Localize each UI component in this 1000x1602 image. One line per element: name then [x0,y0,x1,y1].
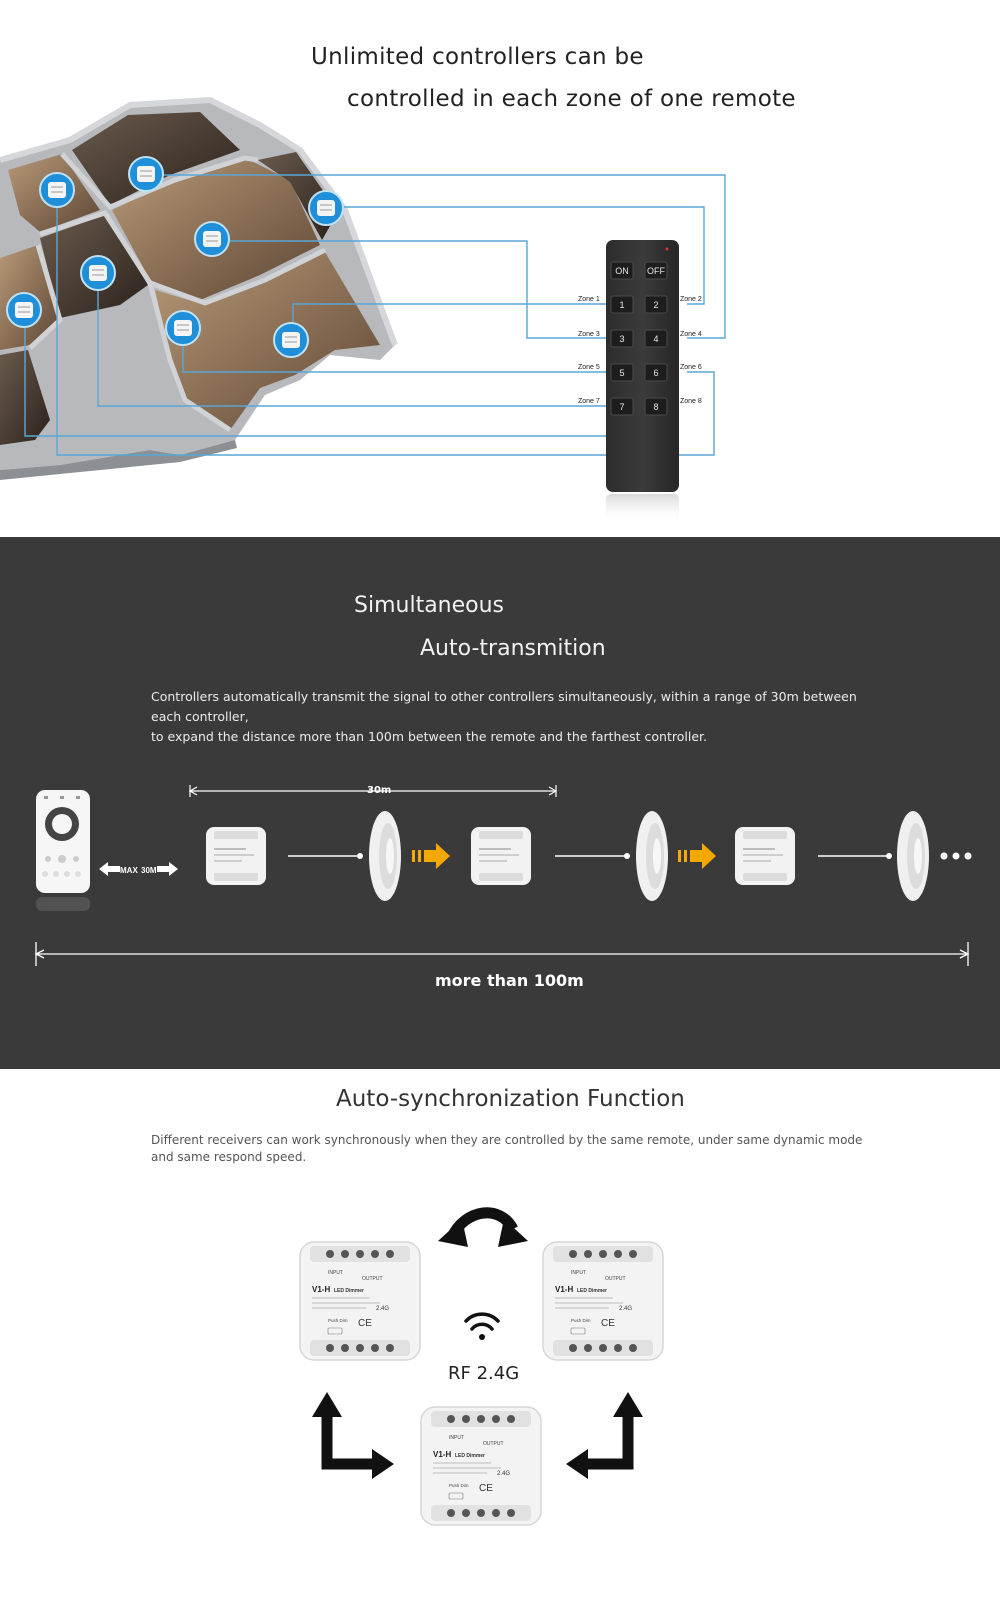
device-push: Push Dim [449,1483,469,1488]
transmission-description-line2: to expand the distance more than 100m between the remote and the farthest controller. [151,729,707,744]
dimmer-device [300,1242,420,1360]
device-model: V1-H [555,1285,574,1294]
house-zone-diagram [0,0,1000,537]
handheld-remote [36,790,90,911]
controller-badge [274,323,308,357]
remote-key-label: 2 [653,300,659,310]
sync-arrow-right [566,1392,643,1479]
max-range-arrow [99,862,178,876]
wifi-icon [466,1314,498,1340]
device-name: LED Dimmer [334,1288,365,1294]
dimmer-device [421,1407,541,1525]
transmission-heading-line1: Simultaneous [354,593,505,618]
device-output: OUTPUT [362,1276,383,1282]
device-push: Push Dim [328,1318,348,1323]
device-input: INPUT [449,1435,464,1441]
led-strip-reel [636,811,668,901]
relay-controller [471,827,531,885]
remote-key-label: 8 [653,402,659,412]
zone-label: Zone 1 [578,296,600,303]
svg-text:CE: CE [601,1318,615,1329]
led-strip-reel [369,811,401,901]
sync-arrow-top [438,1213,528,1247]
sync-description-line1: Different receivers can work synchronously when they are controlled by the same remote, under same dynamic mode [151,1133,863,1147]
relay-arrow [678,843,716,869]
controller-badge [195,222,229,256]
zone-label: Zone 7 [578,398,600,405]
zone-label: Zone 3 [578,331,600,338]
zone-remote [578,240,702,524]
house-cutaway [0,100,395,480]
device-freq: 2.4G [497,1471,511,1477]
transmission-description-line1: Controllers automatically transmit the signal to other controllers simultaneously, within a range of 30m between each controller, [151,689,857,724]
device-output: OUTPUT [483,1441,504,1447]
range-dimension [190,785,556,797]
relay-controller [206,827,266,885]
controller-badge [7,293,41,327]
controller-badge [81,256,115,290]
ellipsis-icon [941,853,972,860]
distance-label: more than 100m [435,971,584,990]
device-model: V1-H [312,1285,331,1294]
device-push: Push Dim [571,1318,591,1323]
relay-chain-diagram [0,537,1000,1069]
auto-transmission-section [0,537,1000,1069]
auto-sync-section [0,1069,1000,1602]
remote-off-label: OFF [647,266,665,276]
rf-label: RF 2.4G [448,1363,520,1384]
remote-key-label: 4 [653,334,659,344]
sync-arrow-left [312,1392,394,1479]
controller-badge [129,157,163,191]
remote-key-label: 5 [619,368,625,378]
max-value: 30M [141,866,157,875]
svg-text:CE: CE [479,1483,493,1494]
distance-dimension [36,942,968,966]
controller-badge [40,173,74,207]
zone-heading-line2: controlled in each zone of one remote [347,86,796,112]
svg-text:CE: CE [358,1318,372,1329]
controller-badge [309,191,343,225]
sync-description-line2: and same respond speed. [151,1150,307,1164]
remote-key-label: 6 [653,368,659,378]
device-name: LED Dimmer [455,1453,486,1459]
zone-label: Zone 4 [680,331,702,338]
led-strip-reel [897,811,929,901]
remote-key-label: 3 [619,334,625,344]
zone-heading-line1: Unlimited controllers can be [311,44,644,70]
relay-controller [735,827,795,885]
remote-on-label: ON [615,266,629,276]
sync-diagram [0,1069,1000,1602]
zone-label: Zone 6 [680,364,702,371]
zone-label: Zone 2 [680,296,702,303]
device-freq: 2.4G [376,1306,390,1312]
range-label: 30m [367,785,392,796]
remote-key-label: 7 [619,402,625,412]
remote-key-label: 1 [619,300,625,310]
zone-label: Zone 5 [578,364,600,371]
max-label: MAX [120,866,138,875]
device-input: INPUT [328,1270,343,1276]
device-model: V1-H [433,1450,452,1459]
device-input: INPUT [571,1270,586,1276]
sync-heading: Auto-synchronization Function [336,1086,685,1112]
transmission-heading-line2: Auto-transmition [420,636,606,661]
zone-label: Zone 8 [680,398,702,405]
device-name: LED Dimmer [577,1288,608,1294]
controller-badge [166,311,200,345]
device-freq: 2.4G [619,1306,633,1312]
relay-arrow [412,843,450,869]
zone-control-section [0,0,1000,537]
device-output: OUTPUT [605,1276,626,1282]
dimmer-device [543,1242,663,1360]
